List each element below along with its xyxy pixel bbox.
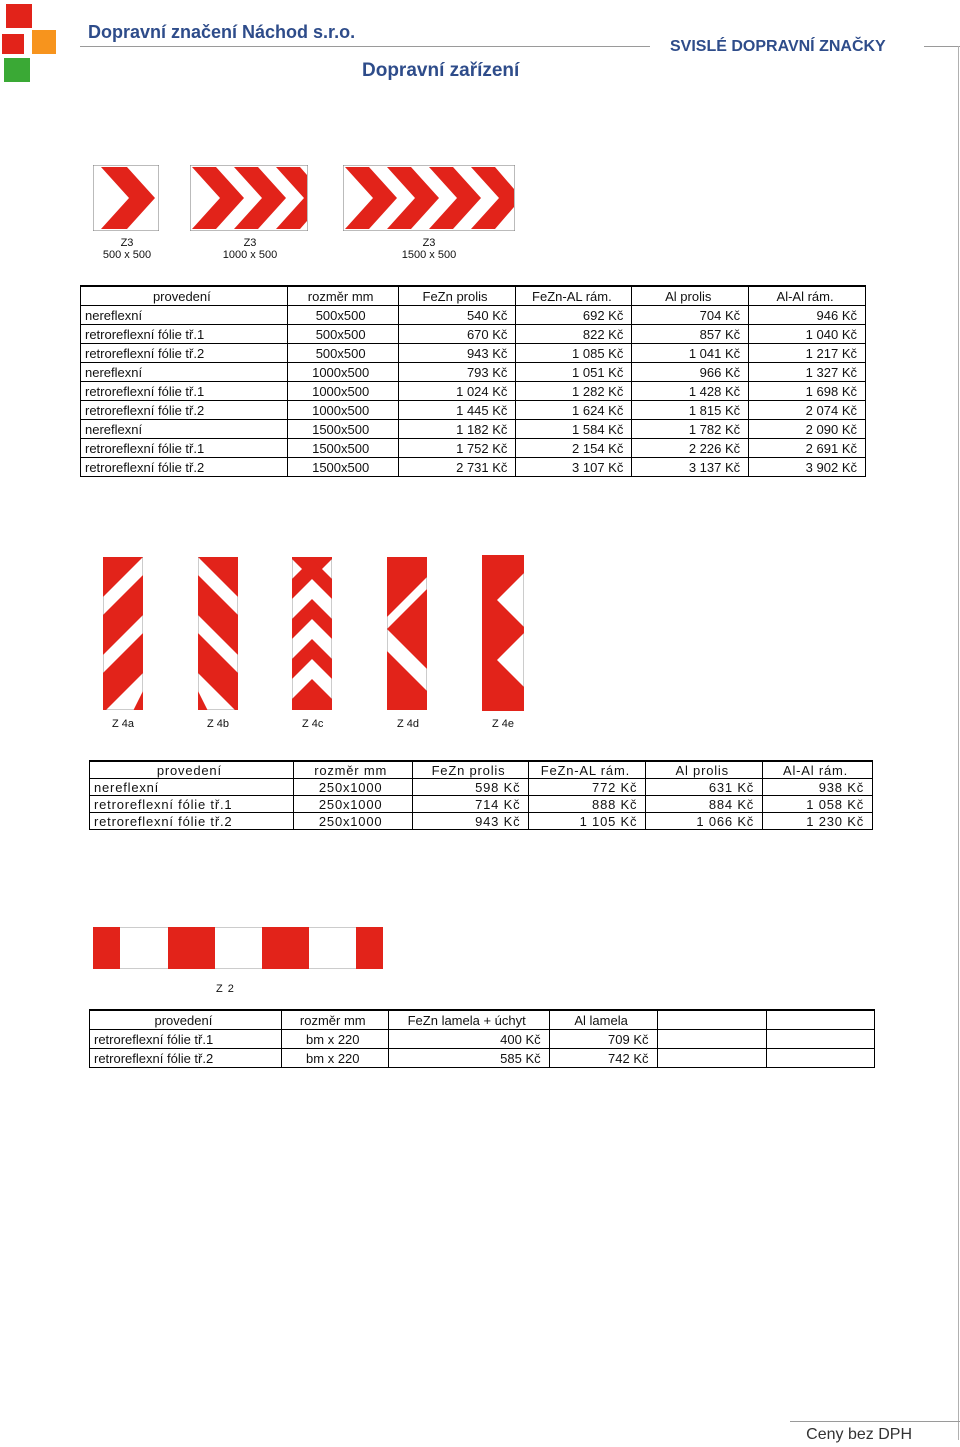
table-cell: 943 Kč — [398, 344, 516, 363]
sign-size: 1500 x 500 — [401, 249, 457, 261]
table-row — [81, 306, 866, 325]
table-row — [81, 325, 866, 344]
column-header: rozměr mm — [293, 761, 412, 779]
logo-square-red — [6, 4, 32, 28]
sign-caption — [92, 237, 162, 261]
logo-square-red-small — [2, 34, 24, 54]
table-cell: retroreflexní fólie tř.1 — [81, 439, 288, 458]
table-cell: 938 Kč — [763, 779, 873, 796]
sign-z2 — [93, 927, 383, 969]
column-header: FeZn-AL rám. — [529, 761, 646, 779]
table-cell: 1500x500 — [287, 439, 398, 458]
table-cell: 585 Kč — [388, 1049, 549, 1068]
table-cell: 2 154 Kč — [516, 439, 632, 458]
table-cell: retroreflexní fólie tř.1 — [81, 325, 288, 344]
column-header: Al-Al rám. — [749, 286, 866, 306]
table-cell: 1 040 Kč — [749, 325, 866, 344]
table-cell: 1 217 Kč — [749, 344, 866, 363]
table-cell: 1 058 Kč — [763, 796, 873, 813]
sign-code: Z3 — [243, 237, 257, 249]
table-cell: 500x500 — [287, 344, 398, 363]
table-cell: 1 815 Kč — [632, 401, 749, 420]
table-cell: 1 584 Kč — [516, 420, 632, 439]
table-cell: 692 Kč — [516, 306, 632, 325]
table-cell: 1 327 Kč — [749, 363, 866, 382]
table-cell: 1 752 Kč — [398, 439, 516, 458]
table-cell: 631 Kč — [646, 779, 763, 796]
table-cell: 1 105 Kč — [529, 813, 646, 830]
header-rule-right — [924, 46, 960, 47]
column-header: FeZn-AL rám. — [516, 286, 632, 306]
sign-z3-1500 — [343, 165, 515, 231]
table-cell: 943 Kč — [412, 813, 529, 830]
sign-code: Z3 — [422, 237, 436, 249]
sign-z4b — [198, 557, 238, 710]
column-header: FeZn prolis — [398, 286, 516, 306]
sign-z4a — [103, 557, 143, 710]
table-cell: 1 624 Kč — [516, 401, 632, 420]
sign-code: Z 4c — [302, 718, 324, 730]
table-cell: retroreflexní fólie tř.2 — [81, 344, 288, 363]
table-cell: 3 902 Kč — [749, 458, 866, 477]
table-header-row — [90, 1010, 875, 1030]
table-header-row — [81, 286, 866, 306]
column-header: rozměr mm — [287, 286, 398, 306]
column-header: FeZn prolis — [412, 761, 529, 779]
column-header: provedení — [90, 1010, 282, 1030]
table-row — [81, 382, 866, 401]
table-cell: 2 074 Kč — [749, 401, 866, 420]
sign-size: 500 x 500 — [102, 249, 152, 261]
column-header: Al lamela — [549, 1010, 657, 1030]
category-title: SVISLÉ DOPRAVNÍ ZNAČKY — [670, 38, 886, 55]
sign-code: Z3 — [120, 237, 134, 249]
table-cell: 3 137 Kč — [632, 458, 749, 477]
table-cell: bm x 220 — [281, 1049, 388, 1068]
table-cell: 946 Kč — [749, 306, 866, 325]
table-cell: 250x1000 — [293, 779, 412, 796]
column-header: provedení — [81, 286, 288, 306]
table-row — [81, 420, 866, 439]
table-row — [90, 813, 873, 830]
table-cell: 1 024 Kč — [398, 382, 516, 401]
table-cell: 888 Kč — [529, 796, 646, 813]
table-cell: 1000x500 — [287, 401, 398, 420]
table-cell: 2 731 Kč — [398, 458, 516, 477]
sign-caption — [388, 237, 470, 261]
table-cell: 250x1000 — [293, 813, 412, 830]
table-cell — [657, 1030, 767, 1049]
column-header: Al prolis — [632, 286, 749, 306]
table-cell: bm x 220 — [281, 1030, 388, 1049]
column-header: Al prolis — [646, 761, 763, 779]
table-cell: 966 Kč — [632, 363, 749, 382]
table-row — [90, 796, 873, 813]
table-header-row — [90, 761, 873, 779]
company-name: Dopravní značení Náchod s.r.o. — [88, 22, 356, 42]
table-cell: nereflexní — [90, 779, 294, 796]
table-cell: retroreflexní fólie tř.2 — [90, 813, 294, 830]
logo-square-green — [4, 58, 30, 82]
table-cell: 400 Kč — [388, 1030, 549, 1049]
price-table-z4 — [89, 760, 873, 830]
footer-rule — [790, 1421, 960, 1422]
table-cell: 1 041 Kč — [632, 344, 749, 363]
table-cell: 2 226 Kč — [632, 439, 749, 458]
table-cell: 742 Kč — [549, 1049, 657, 1068]
sign-code: Z 4e — [492, 718, 515, 730]
price-table-z3 — [80, 285, 866, 477]
table-row — [81, 401, 866, 420]
page-frame-right — [958, 46, 959, 1440]
sign-z3-1000 — [190, 165, 308, 231]
table-cell: 3 107 Kč — [516, 458, 632, 477]
column-header — [767, 1010, 875, 1030]
table-cell: 1 182 Kč — [398, 420, 516, 439]
table-cell: 1 051 Kč — [516, 363, 632, 382]
table-cell: 1 230 Kč — [763, 813, 873, 830]
table-row — [81, 344, 866, 363]
table-cell: retroreflexní fólie tř.1 — [90, 796, 294, 813]
table-cell: retroreflexní fólie tř.2 — [81, 401, 288, 420]
table-cell: 670 Kč — [398, 325, 516, 344]
sign-code: Z 4d — [397, 718, 420, 730]
table-cell: retroreflexní fólie tř.1 — [90, 1030, 282, 1049]
table-cell: 884 Kč — [646, 796, 763, 813]
table-cell: 822 Kč — [516, 325, 632, 344]
table-cell: 1 428 Kč — [632, 382, 749, 401]
table-cell: 1 085 Kč — [516, 344, 632, 363]
table-cell: 500x500 — [287, 325, 398, 344]
sign-z4d — [387, 557, 427, 710]
table-cell: 709 Kč — [549, 1030, 657, 1049]
company-logo — [2, 4, 62, 84]
sign-z3-500 — [93, 165, 159, 231]
table-cell: 250x1000 — [293, 796, 412, 813]
sign-code: Z 4a — [112, 718, 135, 730]
table-cell: retroreflexní fólie tř.2 — [90, 1049, 282, 1068]
table-row — [90, 779, 873, 796]
table-cell: retroreflexní fólie tř.1 — [81, 382, 288, 401]
sign-code: Z 4b — [207, 718, 230, 730]
table-row — [81, 363, 866, 382]
table-cell: 598 Kč — [412, 779, 529, 796]
table-cell: nereflexní — [81, 306, 288, 325]
table-row — [81, 439, 866, 458]
table-cell: 1500x500 — [287, 458, 398, 477]
table-cell: 704 Kč — [632, 306, 749, 325]
table-cell — [657, 1049, 767, 1068]
table-row — [81, 458, 866, 477]
page-subtitle: Dopravní zařízení — [362, 60, 520, 81]
column-header: FeZn lamela + úchyt — [388, 1010, 549, 1030]
table-cell: 857 Kč — [632, 325, 749, 344]
table-cell: 793 Kč — [398, 363, 516, 382]
table-cell: 1000x500 — [287, 363, 398, 382]
logo-square-orange — [32, 30, 56, 54]
table-cell: 1 066 Kč — [646, 813, 763, 830]
price-note: Ceny bez DPH — [806, 1426, 912, 1443]
table-cell: nereflexní — [81, 363, 288, 382]
table-cell — [767, 1049, 875, 1068]
price-table-z2 — [89, 1009, 875, 1068]
column-header: Al-Al rám. — [763, 761, 873, 779]
sign-z4e — [482, 555, 524, 711]
table-cell: 1 782 Kč — [632, 420, 749, 439]
table-cell: 1 698 Kč — [749, 382, 866, 401]
header-rule-left — [80, 46, 650, 47]
table-cell: retroreflexní fólie tř.2 — [81, 458, 288, 477]
table-cell: nereflexní — [81, 420, 288, 439]
table-row — [90, 1049, 875, 1068]
table-row — [90, 1030, 875, 1049]
column-header: provedení — [90, 761, 294, 779]
sign-caption — [210, 237, 290, 261]
table-cell: 500x500 — [287, 306, 398, 325]
sign-code: Z 2 — [216, 983, 235, 995]
sign-size: 1000 x 500 — [222, 249, 278, 261]
column-header: rozměr mm — [281, 1010, 388, 1030]
table-cell: 540 Kč — [398, 306, 516, 325]
sign-z4c — [292, 557, 332, 710]
table-cell: 714 Kč — [412, 796, 529, 813]
table-cell: 1500x500 — [287, 420, 398, 439]
table-cell: 2 691 Kč — [749, 439, 866, 458]
table-cell: 1000x500 — [287, 382, 398, 401]
table-cell — [767, 1030, 875, 1049]
column-header — [657, 1010, 767, 1030]
table-cell: 772 Kč — [529, 779, 646, 796]
table-cell: 1 445 Kč — [398, 401, 516, 420]
table-cell: 2 090 Kč — [749, 420, 866, 439]
table-cell: 1 282 Kč — [516, 382, 632, 401]
